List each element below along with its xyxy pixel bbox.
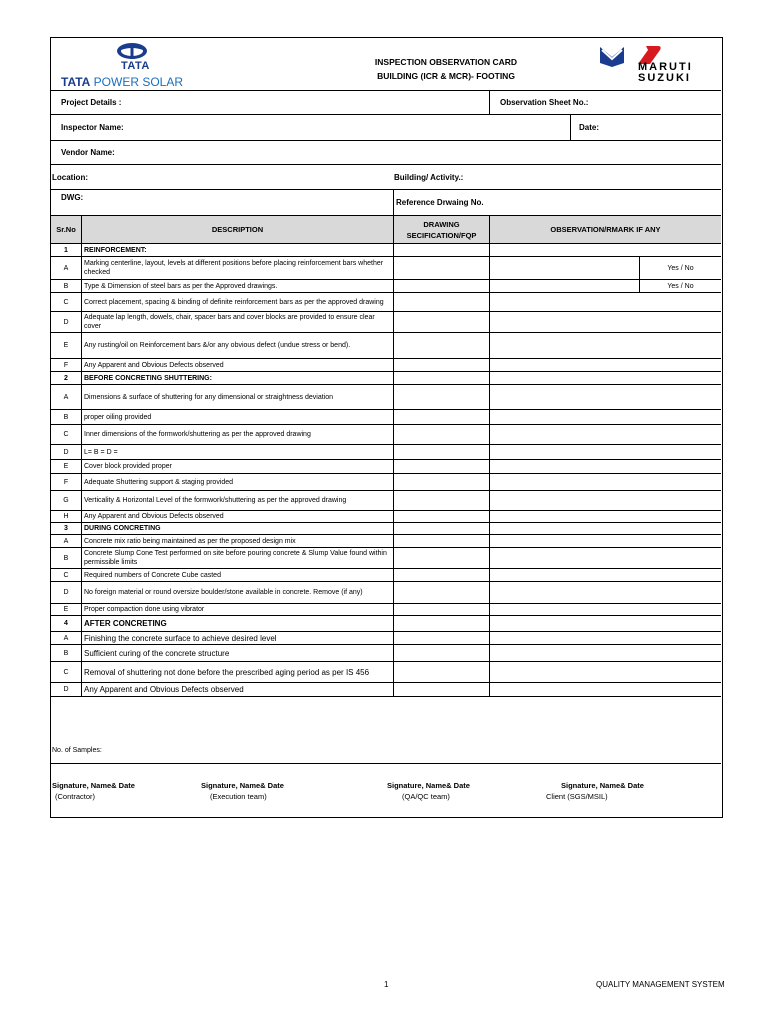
date-label: Date: (570, 115, 721, 140)
row-description: Cover block provided proper (81, 460, 393, 473)
row-observation (489, 293, 721, 311)
vendor-row (51, 141, 721, 165)
samples-row (51, 737, 721, 764)
row-observation (489, 616, 721, 631)
row-srno: H (63, 513, 69, 520)
table-row (51, 582, 721, 604)
row-description: Adequate lap length, dowels, chair, spacer bars and cover blocks are provided to ensure clear cover (81, 312, 393, 332)
row-drawing-spec (393, 616, 489, 631)
row-drawing-spec (393, 569, 489, 581)
row-drawing-spec (393, 645, 489, 661)
row-srno: F (63, 361, 69, 369)
dwg-row (51, 190, 721, 216)
row-description: Any Apparent and Obvious Defects observed (81, 511, 393, 522)
row-drawing-spec (393, 460, 489, 473)
row-description: Removal of shuttering not done before the prescribed aging period as per IS 456 (81, 662, 393, 682)
table-row (51, 280, 721, 293)
row-observation (489, 535, 721, 547)
row-drawing-spec (393, 410, 489, 424)
suzuki-text: SUZUKI (638, 72, 691, 84)
row-observation (489, 425, 721, 444)
row-drawing-spec (393, 359, 489, 371)
table-row (51, 474, 721, 491)
inspector-row (51, 115, 721, 141)
row-observation (489, 372, 721, 384)
row-observation (489, 410, 721, 424)
row-description: No foreign material or round oversize boulder/stone available in concrete. Remove (if any) (81, 582, 393, 603)
row-observation (489, 662, 721, 682)
row-observation (489, 523, 721, 534)
row-srno: C (63, 431, 69, 438)
row-drawing-spec (393, 632, 489, 644)
table-row (51, 312, 721, 333)
row-description: Any Apparent and Obvious Defects observed (81, 359, 393, 371)
table-row (51, 293, 721, 312)
row-observation (489, 312, 721, 332)
row-drawing-spec (393, 372, 489, 384)
location-row (51, 165, 721, 190)
row-description: Marking centerline, layout, levels at different positions before placing reinforcement bars whether checked (81, 257, 393, 279)
row-srno: 3 (64, 525, 68, 532)
row-description: Type & Dimension of steel bars as per the Approved drawings. (81, 280, 393, 292)
row-drawing-spec (393, 445, 489, 459)
row-srno: B (63, 413, 69, 421)
row-srno: D (63, 448, 69, 456)
inspector-name-label: Inspector Name: (61, 123, 124, 132)
row-srno: B (63, 282, 69, 290)
location-label: Location: (52, 172, 88, 182)
row-drawing-spec (393, 491, 489, 510)
inspection-card (50, 37, 723, 818)
row-observation (489, 359, 721, 371)
row-drawing-spec (393, 582, 489, 603)
row-yes-no: Yes / No (639, 257, 721, 279)
signature-contractor: Signature, Name& Date (Contractor) (52, 781, 135, 801)
row-srno: A (63, 634, 69, 642)
table-row (51, 372, 721, 385)
table-row (51, 491, 721, 511)
title-line-1: INSPECTION OBSERVATION CARD (374, 57, 518, 67)
table-row (51, 548, 721, 569)
row-drawing-spec (393, 523, 489, 534)
row-observation (489, 460, 721, 473)
row-srno: A (63, 264, 69, 272)
row-drawing-spec (393, 280, 489, 292)
samples-label: No. of Samples: (52, 746, 102, 754)
row-observation (489, 569, 721, 581)
signature-execution: Signature, Name& Date (Execution team) (201, 781, 284, 801)
tata-power-solar-text: TATA POWER SOLAR (61, 75, 184, 89)
row-description: DURING CONCRETING (81, 523, 393, 534)
table-row (51, 645, 721, 662)
table-row (51, 359, 721, 372)
row-srno: C (63, 668, 69, 676)
vendor-name-label: Vendor Name: (61, 148, 115, 157)
row-srno: 2 (64, 374, 68, 382)
row-drawing-spec (393, 293, 489, 311)
row-drawing-spec (393, 548, 489, 568)
row-description: BEFORE CONCRETING SHUTTERING: (81, 372, 393, 384)
table-row (51, 604, 721, 616)
row-srno: D (63, 318, 69, 326)
row-description: Sufficient curing of the concrete structure (81, 645, 393, 661)
row-description: Adequate Shuttering support & staging provided (81, 474, 393, 490)
table-row (51, 616, 721, 632)
row-srno: D (63, 686, 69, 693)
col-observation: OBSERVATION/RMARK IF ANY (489, 216, 721, 243)
table-row (51, 257, 721, 280)
page-number: 1 (384, 980, 389, 989)
tata-power-solar-logo (57, 42, 217, 89)
row-srno: F (63, 478, 69, 486)
row-srno: 4 (64, 620, 68, 627)
row-srno: A (63, 393, 69, 401)
project-details-label: Project Details : (61, 97, 122, 107)
row-drawing-spec (393, 511, 489, 522)
row-observation (489, 604, 721, 615)
row-srno: C (63, 298, 69, 306)
table-row (51, 385, 721, 410)
row-description: Concrete mix ratio being maintained as per the proposed design mix (81, 535, 393, 547)
table-row (51, 662, 721, 683)
col-description: DESCRIPTION (81, 216, 393, 243)
footer-system: QUALITY MANAGEMENT SYSTEM (596, 980, 725, 989)
observation-sheet-label: Observation Sheet No.: (489, 90, 721, 114)
dwg-label: DWG: (61, 192, 84, 202)
row-description: Concrete Slump Cone Test performed on site before pouring concrete & Slump Value found within permissible limits (81, 548, 393, 568)
row-srno: C (63, 571, 69, 579)
maruti-text: MARUTI (638, 61, 693, 73)
row-description: Inner dimensions of the formwork/shuttering as per the approved drawing (81, 425, 393, 444)
project-row (51, 90, 721, 115)
row-description: L= B = D = (81, 445, 393, 459)
row-drawing-spec (393, 535, 489, 547)
row-description: Required numbers of Concrete Cube casted (81, 569, 393, 581)
table-row (51, 535, 721, 548)
row-drawing-spec (393, 662, 489, 682)
row-description: Correct placement, spacing & binding of definite reinforcement bars as per the approved drawing (81, 293, 393, 311)
row-observation (489, 491, 721, 510)
row-observation (489, 548, 721, 568)
row-drawing-spec (393, 385, 489, 409)
table-row (51, 523, 721, 535)
table-header (51, 216, 721, 244)
row-yes-no: Yes / No (639, 280, 721, 292)
col-srno: Sr.No (51, 216, 81, 243)
signature-qaqc: Signature, Name& Date (QA/QC team) (387, 781, 470, 801)
title-line-2: BUILDING (ICR & MCR)- FOOTING (377, 71, 515, 81)
row-description: Proper compaction done using vibrator (81, 604, 393, 615)
row-observation (489, 244, 721, 256)
row-description: Finishing the concrete surface to achieve desired level (81, 632, 393, 644)
row-observation (489, 632, 721, 644)
row-observation (489, 445, 721, 459)
row-description: AFTER CONCRETING (81, 616, 393, 631)
row-drawing-spec (393, 257, 489, 279)
table-row (51, 244, 721, 257)
signature-client: Signature, Name& Date Client (SGS/MSIL) (546, 781, 644, 801)
row-observation (489, 333, 721, 358)
row-drawing-spec (393, 425, 489, 444)
row-description: REINFORCEMENT: (81, 244, 393, 256)
row-description: Any Apparent and Obvious Defects observed (81, 683, 393, 696)
tata-wordmark: TATA (121, 60, 150, 72)
building-activity-label: Building/ Activity.: (394, 172, 464, 182)
row-srno: E (63, 606, 69, 613)
row-srno: 1 (64, 246, 68, 254)
row-observation (489, 645, 721, 661)
row-observation (489, 511, 721, 522)
table-row (51, 460, 721, 474)
row-description: Verticality & Horizontal Level of the formwork/shuttering as per the approved drawing (81, 491, 393, 510)
table-row (51, 632, 721, 645)
row-drawing-spec (393, 683, 489, 696)
table-row (51, 445, 721, 460)
row-srno: G (63, 497, 69, 504)
row-observation (489, 683, 721, 696)
maruti-suzuki-logo (586, 43, 711, 85)
row-srno: E (63, 463, 69, 470)
row-srno: E (63, 342, 69, 349)
card-title (351, 55, 541, 83)
row-drawing-spec (393, 474, 489, 490)
row-drawing-spec (393, 604, 489, 615)
row-srno: D (63, 589, 69, 596)
table-row (51, 410, 721, 425)
table-row (51, 333, 721, 359)
row-srno: A (63, 537, 69, 545)
table-row (51, 511, 721, 523)
row-srno: B (63, 554, 69, 562)
row-drawing-spec (393, 333, 489, 358)
row-srno: B (63, 649, 69, 657)
reference-drawing-label: Reference Drwaing No. (393, 190, 721, 215)
row-description: Any rusting/oil on Reinforcement bars &/or any obvious defect (undue stress or bend). (81, 333, 393, 358)
row-observation (489, 582, 721, 603)
table-row (51, 569, 721, 582)
table-row (51, 683, 721, 697)
col-drawing-spec: DRAWING SECIFICATION/FQP (393, 216, 489, 243)
row-description: proper oiling provided (81, 410, 393, 424)
table-row (51, 425, 721, 445)
row-drawing-spec (393, 244, 489, 256)
card-header (51, 38, 721, 91)
row-observation (489, 474, 721, 490)
row-observation (489, 385, 721, 409)
row-drawing-spec (393, 312, 489, 332)
tata-emblem-icon (115, 42, 149, 60)
row-description: Dimensions & surface of shuttering for any dimensional or straightness deviation (81, 385, 393, 409)
